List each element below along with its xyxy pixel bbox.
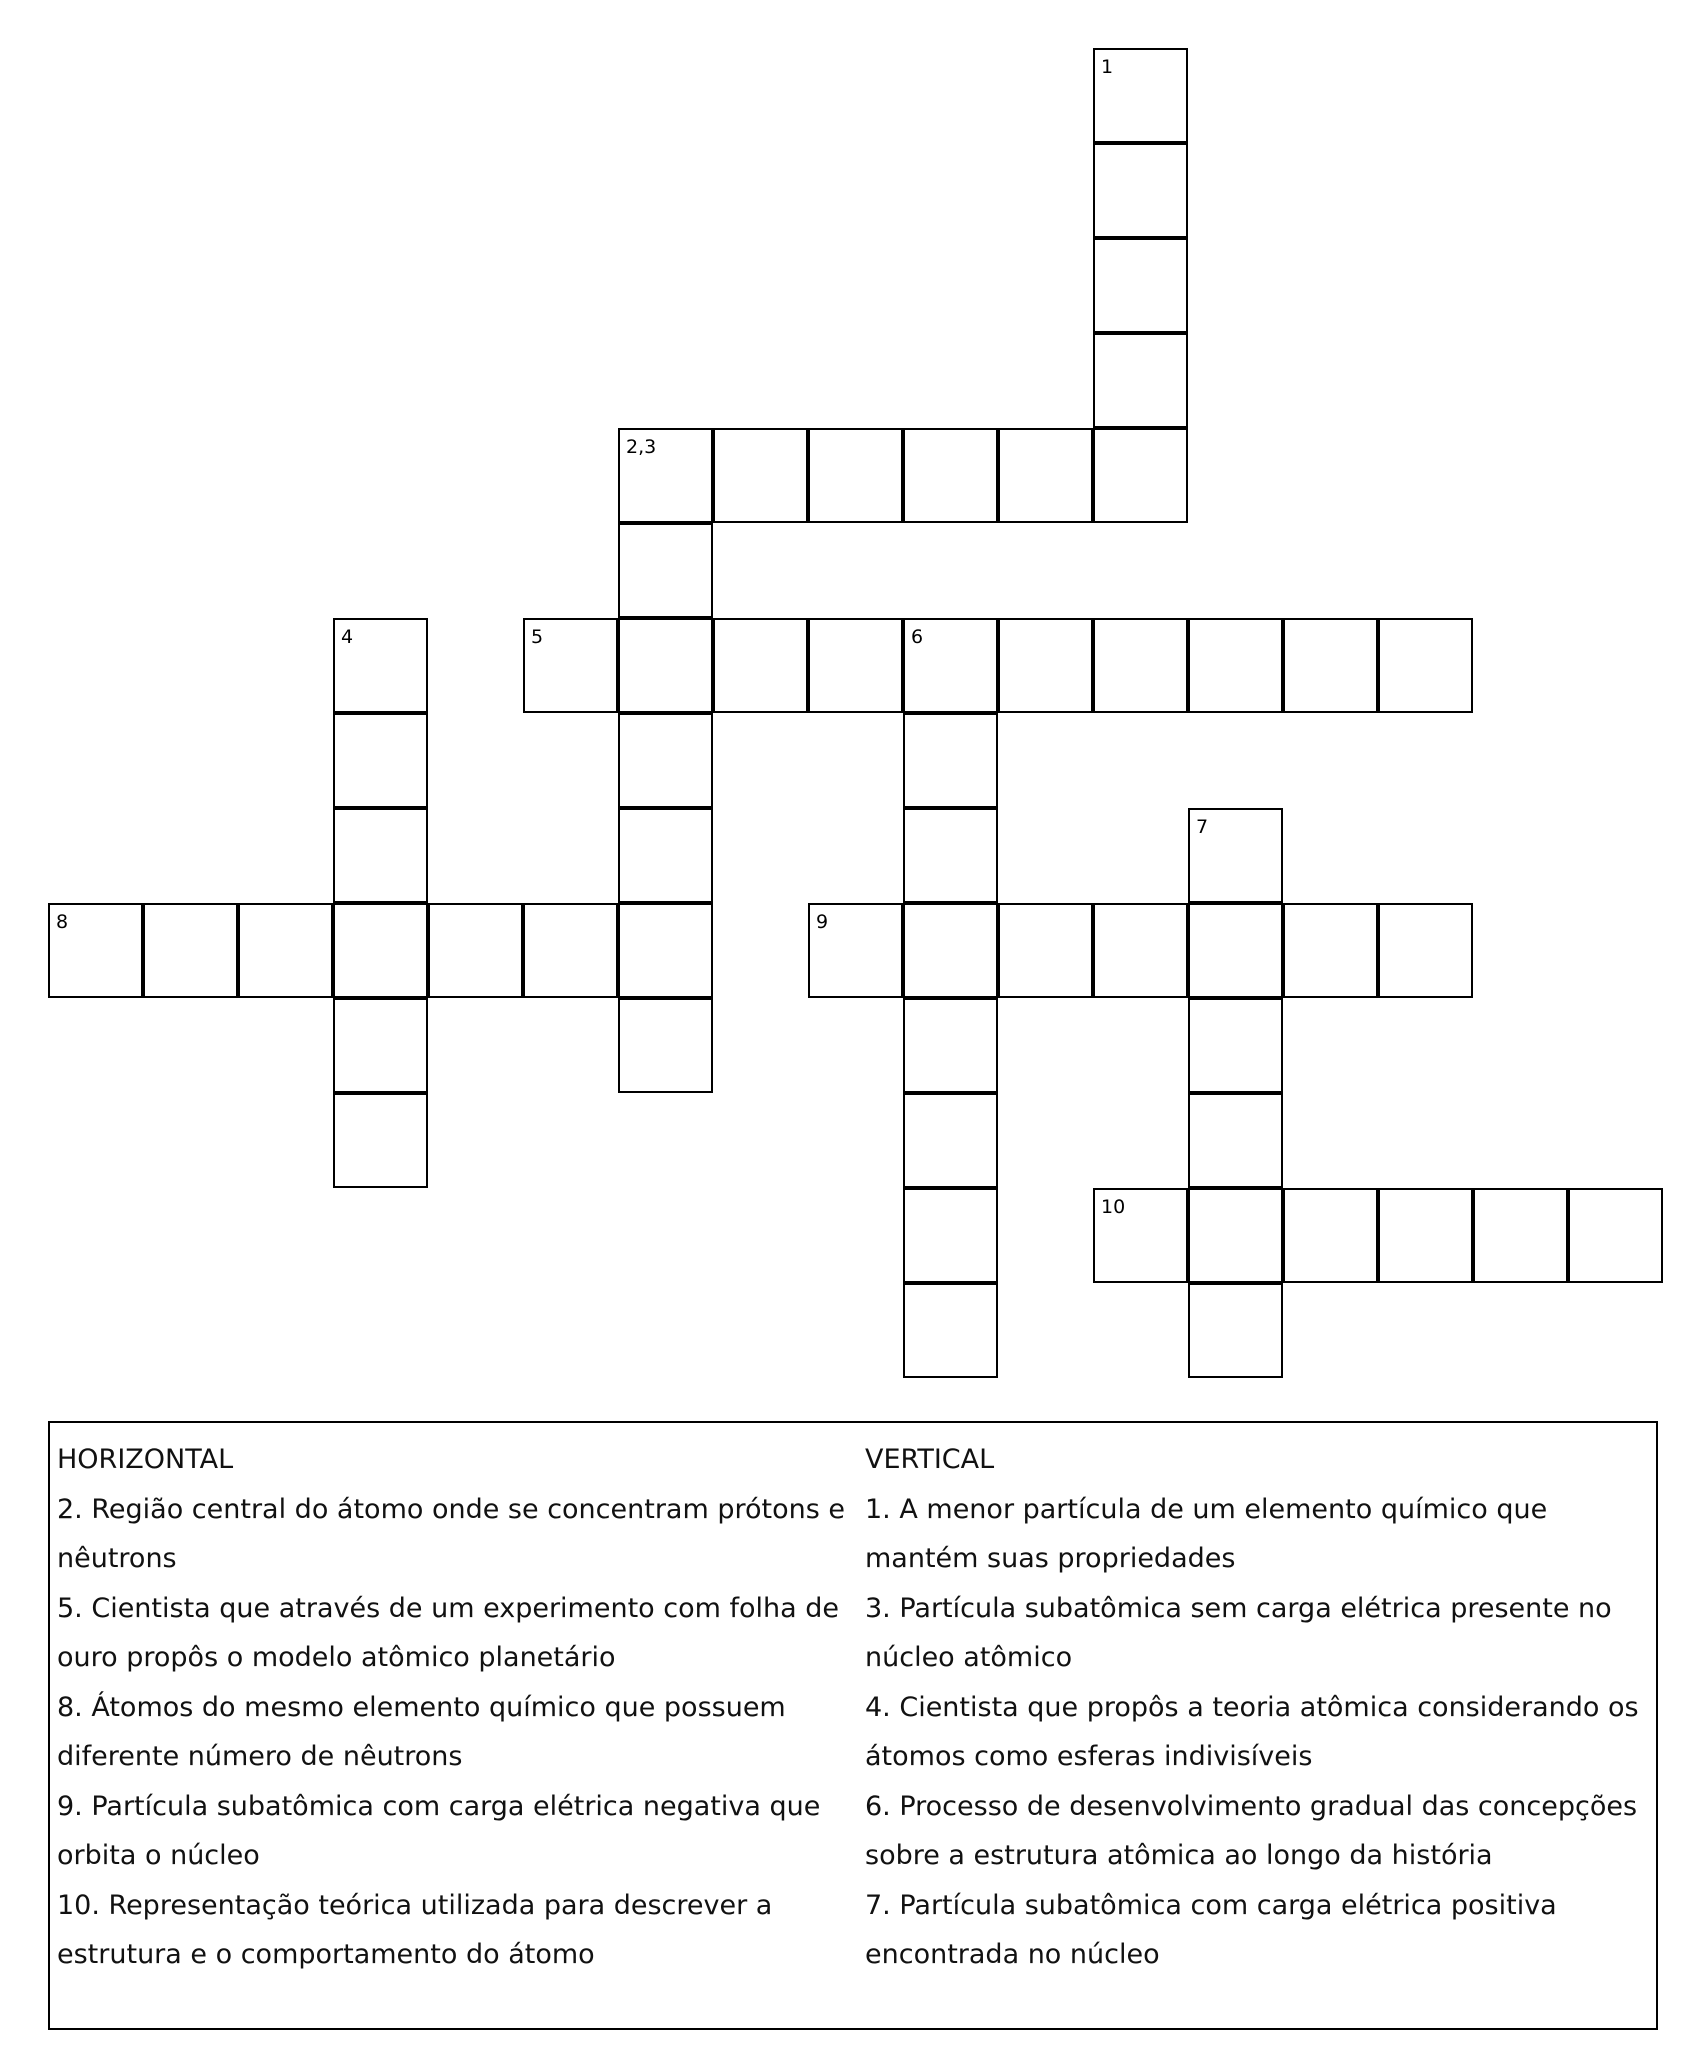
crossword-cell[interactable] <box>1188 808 1283 903</box>
crossword-cell[interactable] <box>523 903 618 998</box>
crossword-cell[interactable] <box>903 428 998 523</box>
crossword-cell[interactable] <box>1093 428 1188 523</box>
clue-v-1: 1. A menor partícula de um elemento químico que mantém suas propriedades <box>865 1493 1548 1574</box>
crossword-cell[interactable] <box>903 713 998 808</box>
crossword-cell[interactable] <box>1378 903 1473 998</box>
crossword-cell[interactable] <box>523 618 618 713</box>
crossword-cell[interactable] <box>903 1283 998 1378</box>
crossword-cell[interactable] <box>238 903 333 998</box>
clue-h-5: 5. Cientista que através de um experimento com folha de ouro propôs o modelo atômico planetário <box>57 1592 840 1673</box>
clue-number-6: 6 <box>911 626 924 648</box>
clue-v-4: 4. Cientista que propôs a teoria atômica considerando os átomos como esferas indivisíveis <box>865 1691 1639 1772</box>
crossword-cell[interactable] <box>808 618 903 713</box>
crossword-cell[interactable] <box>1093 238 1188 333</box>
crossword-cell[interactable] <box>1093 48 1188 143</box>
crossword-cell[interactable] <box>1378 1188 1473 1283</box>
crossword-cell[interactable] <box>903 903 998 998</box>
crossword-cell[interactable] <box>903 808 998 903</box>
crossword-cell[interactable] <box>1283 618 1378 713</box>
vertical-heading: VERTICAL <box>865 1444 995 1475</box>
clue-number-4: 4 <box>341 626 354 648</box>
crossword-cell[interactable] <box>428 903 523 998</box>
crossword-cell[interactable] <box>618 713 713 808</box>
crossword-cell[interactable] <box>143 903 238 998</box>
crossword-cell[interactable] <box>1188 903 1283 998</box>
crossword-cell[interactable] <box>618 903 713 998</box>
clue-h-10: 10. Representação teórica utilizada para descrever a estrutura e o comportamento do átomo <box>57 1889 773 1970</box>
clue-number-10: 10 <box>1101 1196 1126 1218</box>
clue-number-7: 7 <box>1196 816 1209 838</box>
clue-number-9: 9 <box>816 911 829 933</box>
crossword-cell[interactable] <box>998 903 1093 998</box>
crossword-cell[interactable] <box>618 618 713 713</box>
clue-number-2-3: 2,3 <box>626 436 657 458</box>
clue-number-8: 8 <box>56 911 69 933</box>
crossword-cell[interactable] <box>903 1093 998 1188</box>
crossword-cell[interactable] <box>618 808 713 903</box>
crossword-cell[interactable] <box>1188 1093 1283 1188</box>
crossword-cell[interactable] <box>1093 333 1188 428</box>
crossword-cell[interactable] <box>1188 1283 1283 1378</box>
crossword-cell[interactable] <box>1568 1188 1663 1283</box>
crossword-cell[interactable] <box>618 523 713 618</box>
crossword-cell[interactable] <box>903 618 998 713</box>
crossword-cell[interactable] <box>333 713 428 808</box>
crossword-cell[interactable] <box>1093 1188 1188 1283</box>
crossword-cell[interactable] <box>1093 143 1188 238</box>
vertical-clues <box>865 1435 1655 1980</box>
crossword-cell[interactable] <box>1188 998 1283 1093</box>
horizontal-heading: HORIZONTAL <box>57 1444 234 1475</box>
crossword-cell[interactable] <box>48 903 143 998</box>
crossword-cell[interactable] <box>333 1093 428 1188</box>
crossword-cell[interactable] <box>903 1188 998 1283</box>
crossword-cell[interactable] <box>333 903 428 998</box>
clue-number-5: 5 <box>531 626 544 648</box>
clue-number-1: 1 <box>1101 56 1114 78</box>
crossword-cell[interactable] <box>1283 1188 1378 1283</box>
crossword-cell[interactable] <box>808 428 903 523</box>
crossword-cell[interactable] <box>1473 1188 1568 1283</box>
crossword-cell[interactable] <box>1283 903 1378 998</box>
crossword-cell[interactable] <box>618 998 713 1093</box>
crossword-cell[interactable] <box>998 618 1093 713</box>
crossword-cell[interactable] <box>1378 618 1473 713</box>
horizontal-clues <box>57 1435 857 1980</box>
clue-v-7: 7. Partícula subatômica com carga elétrica positiva encontrada no núcleo <box>865 1889 1557 1970</box>
clues-box <box>48 1421 1658 2030</box>
crossword-cell[interactable] <box>333 618 428 713</box>
crossword-cell[interactable] <box>998 428 1093 523</box>
clue-h-2: 2. Região central do átomo onde se concentram prótons e nêutrons <box>57 1493 845 1574</box>
crossword-cell[interactable] <box>1093 903 1188 998</box>
crossword-cell[interactable] <box>333 808 428 903</box>
crossword-cell[interactable] <box>713 618 808 713</box>
clue-h-9: 9. Partícula subatômica com carga elétrica negativa que orbita o núcleo <box>57 1790 821 1871</box>
clue-v-6: 6. Processo de desenvolvimento gradual das concepções sobre a estrutura atômica ao longo da história <box>865 1790 1638 1871</box>
crossword-cell[interactable] <box>903 998 998 1093</box>
crossword-cell[interactable] <box>333 998 428 1093</box>
crossword-cell[interactable] <box>808 903 903 998</box>
crossword-cell[interactable] <box>713 428 808 523</box>
clue-h-8: 8. Átomos do mesmo elemento químico que possuem diferente número de nêutrons <box>57 1691 786 1772</box>
crossword-cell[interactable] <box>1188 1188 1283 1283</box>
crossword-cell[interactable] <box>1188 618 1283 713</box>
clue-v-3: 3. Partícula subatômica sem carga elétrica presente no núcleo atômico <box>865 1592 1612 1673</box>
crossword-cell[interactable] <box>1093 618 1188 713</box>
crossword-cell[interactable] <box>618 428 713 523</box>
